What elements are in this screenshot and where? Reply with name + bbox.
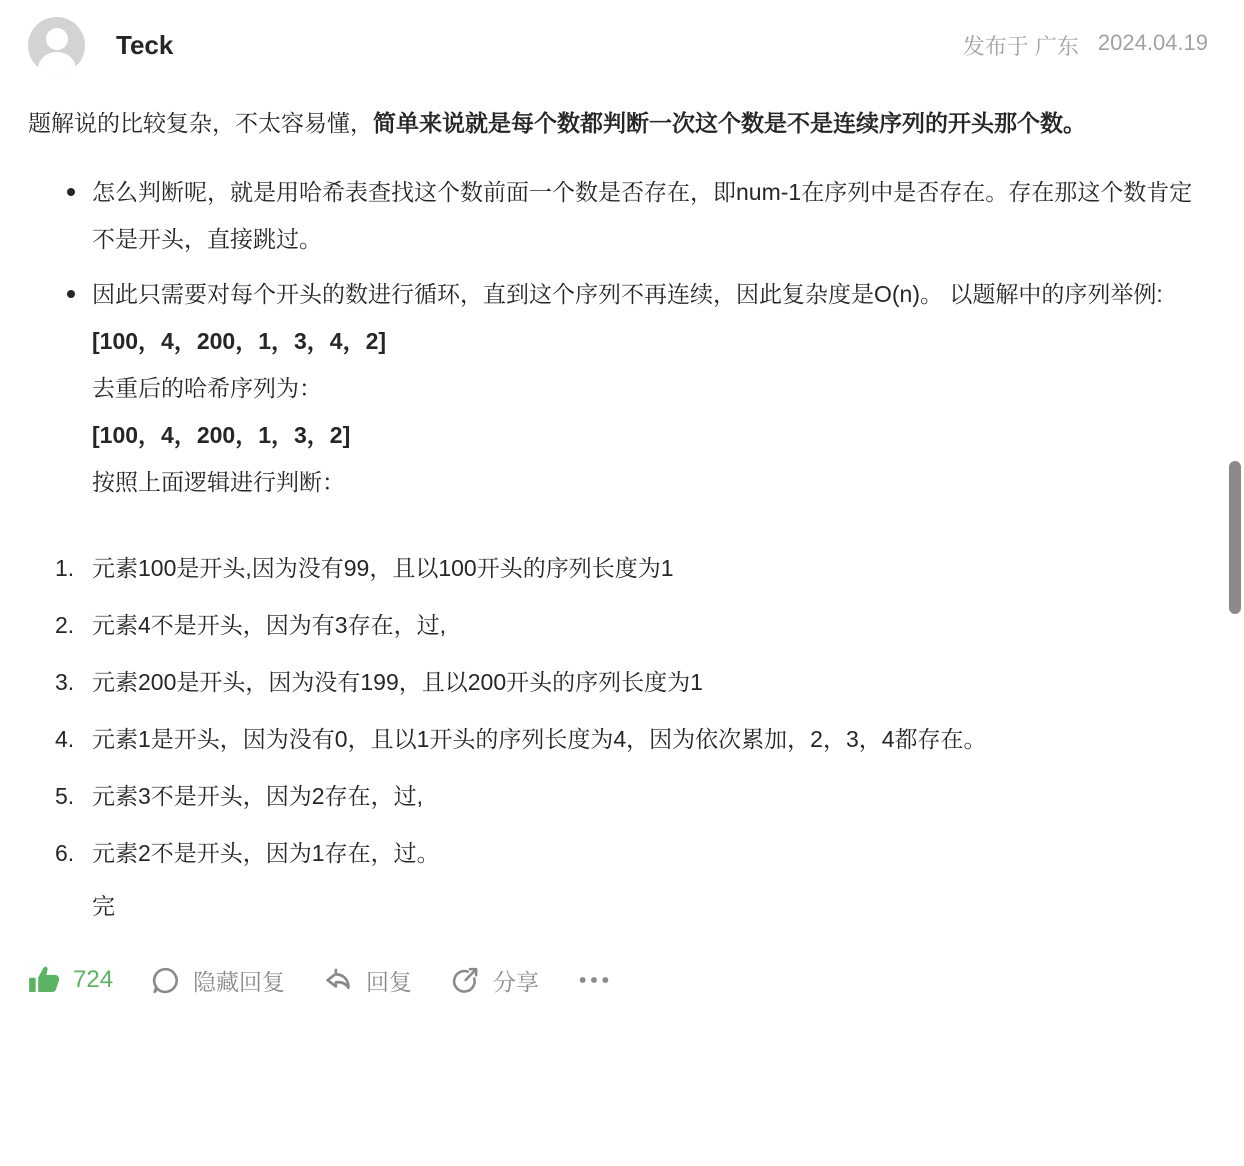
judge-label: 按照上面逻辑进行判断： xyxy=(92,469,345,495)
step-item-1 xyxy=(28,545,1208,592)
posted-location: 发布于 广东 xyxy=(962,34,1079,59)
comment-header xyxy=(28,17,1208,74)
avatar-person-shoulders xyxy=(38,52,76,74)
posted-date: 2024.04.19 xyxy=(1097,30,1208,55)
step-text: 元素200是开头，因为没有199，且以200开头的序列长度为1 xyxy=(92,669,703,695)
step-item-5 xyxy=(28,773,1208,820)
intro-bold-text: 简单来说就是每个数都判断一次这个数是不是连续序列的开头那个数。 xyxy=(373,110,1086,136)
bullet-item-1 xyxy=(28,169,1208,263)
reply-arrow-icon xyxy=(322,964,354,996)
step-item-6 xyxy=(28,830,1208,877)
more-button[interactable] xyxy=(576,964,612,996)
step-item-2 xyxy=(28,602,1208,649)
bullet-dot xyxy=(67,290,75,298)
step-number: 6. xyxy=(55,840,75,866)
share-button[interactable] xyxy=(449,964,539,997)
step-number: 1. xyxy=(55,555,75,581)
bullet-2-intro: 因此只需要对每个开头的数进行循环，直到这个序列不再连续，因此复杂度是O(n)。 以题解中的序列举例: xyxy=(92,281,1163,307)
sequence-deduped: [100，4，200，1，3，2] xyxy=(92,422,351,448)
step-number: 3. xyxy=(55,669,75,695)
reply-button[interactable] xyxy=(322,964,412,997)
like-button[interactable] xyxy=(28,963,113,997)
intro-normal-text: 题解说的比较复杂，不太容易懂， xyxy=(28,110,373,136)
likes-count: 724 xyxy=(73,966,114,993)
step-number: 5. xyxy=(55,783,75,809)
dedupe-label: 去重后的哈希序列为： xyxy=(92,375,322,401)
bullet-list xyxy=(28,169,1208,506)
step-text: 元素2不是开头，因为1存在，过。 xyxy=(92,840,440,866)
hide-replies-button[interactable] xyxy=(150,964,285,997)
bullet-dot xyxy=(67,188,75,196)
post-meta xyxy=(963,30,1208,61)
reply-label: 回复 xyxy=(366,968,413,995)
step-number: 2. xyxy=(55,612,75,638)
more-ellipsis-icon xyxy=(576,964,612,996)
share-icon xyxy=(449,964,481,996)
scrollbar-thumb[interactable] xyxy=(1229,461,1241,614)
step-text: 元素100是开头,因为没有99，且以100开头的序列长度为1 xyxy=(92,555,674,581)
avatar[interactable] xyxy=(28,17,85,74)
intro-paragraph xyxy=(28,101,1208,145)
comment-bubble-icon xyxy=(150,965,181,996)
step-text: 元素4不是开头，因为有3存在，过, xyxy=(92,612,446,638)
step-item-3 xyxy=(28,659,1208,706)
sequence-original: [100，4，200，1，3，4，2] xyxy=(92,328,387,354)
thumbs-up-icon xyxy=(28,963,62,997)
steps-list xyxy=(28,545,1208,877)
step-text: 元素1是开头，因为没有0，且以1开头的序列长度为4，因为依次累加，2，3，4都存在。 xyxy=(92,726,987,752)
step-number: 4. xyxy=(55,726,75,752)
bullet-item-2 xyxy=(28,271,1208,506)
closing-text: 完 xyxy=(92,893,115,919)
hide-replies-label: 隐藏回复 xyxy=(193,968,286,995)
username[interactable]: Teck xyxy=(116,30,174,60)
bullet-1-text: 怎么判断呢，就是用哈希表查找这个数前面一个数是否存在，即num-1在序列中是否存在。存在那这个数肯定不是开头，直接跳过。 xyxy=(92,179,1193,252)
step-item-4 xyxy=(28,716,1208,763)
action-bar xyxy=(28,963,1208,997)
step-text: 元素3不是开头，因为2存在，过, xyxy=(92,783,423,809)
avatar-person-icon xyxy=(46,28,68,50)
share-label: 分享 xyxy=(493,968,540,995)
